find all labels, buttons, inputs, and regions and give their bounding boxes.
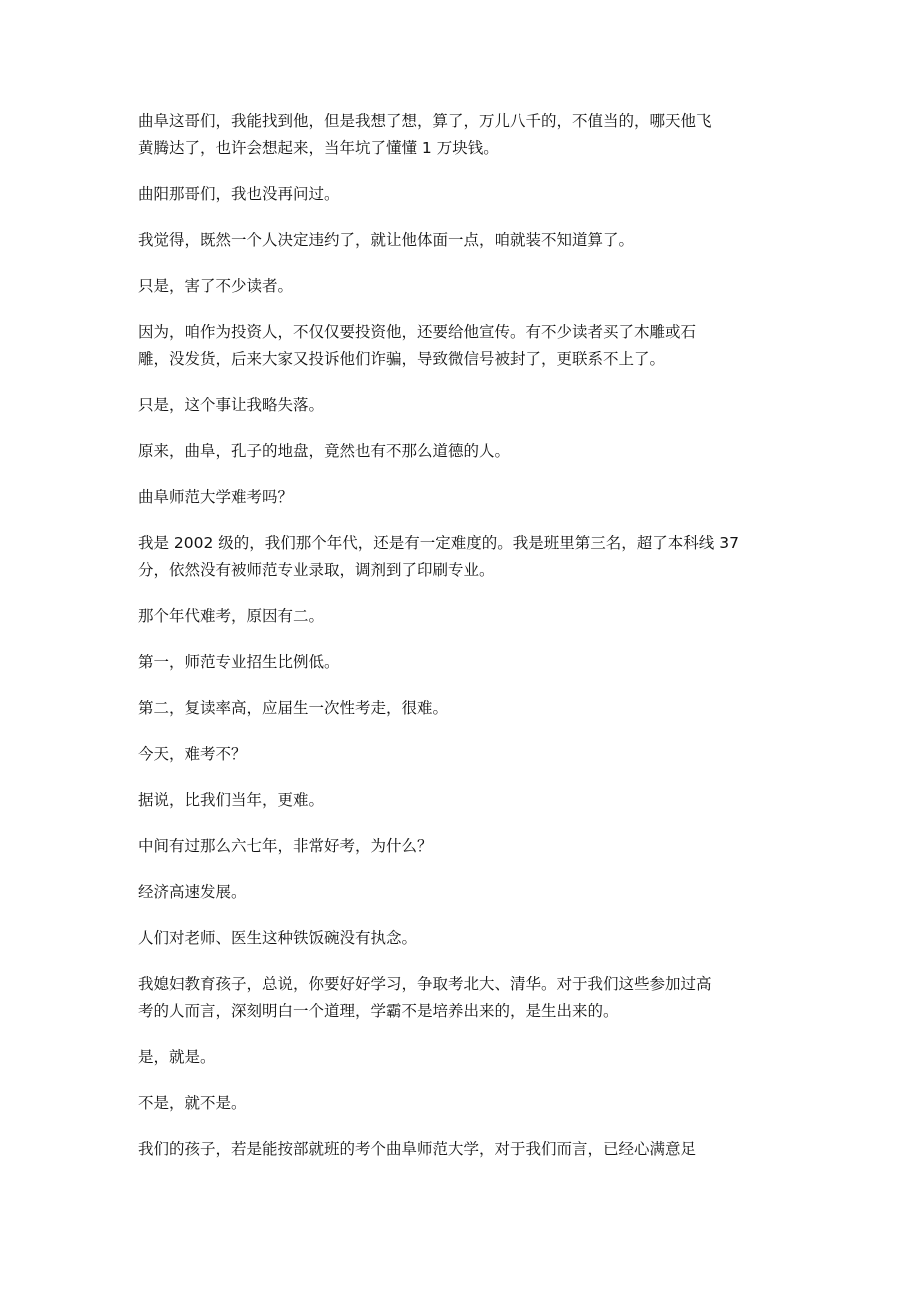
text-line: 只是，害了不少读者。 [138,277,294,295]
text-line: 不是，就不是。 [138,1094,247,1112]
paragraph [138,181,788,208]
text-line: 我们的孩子，若是能按部就班的考个曲阜师范大学，对于我们而言，已经心满意足 [138,1140,697,1158]
paragraph [138,1090,788,1117]
text-line: 考的人而言，深刻明白一个道理，学霸不是培养出来的，是生出来的。 [138,1002,619,1020]
paragraph [138,108,788,162]
text-line: 原来，曲阜，孔子的地盘，竟然也有不那么道德的人。 [138,442,511,460]
paragraph [138,649,788,676]
text-line: 我媳妇教育孩子，总说，你要好好学习，争取考北大、清华。对于我们这些参加过高 [138,975,712,993]
text-line: 我是 2002 级的，我们那个年代，还是有一定难度的。我是班里第三名，超了本科线 37 [138,534,739,552]
text-line: 因为，咱作为投资人，不仅仅要投资他，还要给他宣传。有不少读者买了木雕或石 [138,323,697,341]
paragraph [138,741,788,768]
paragraph [138,273,788,300]
paragraph [138,319,788,373]
text-line: 雕，没发货，后来大家又投诉他们诈骗，导致微信号被封了，更联系不上了。 [138,350,666,368]
paragraph [138,787,788,814]
document-body [138,108,788,1182]
text-line: 只是，这个事让我略失落。 [138,396,325,414]
text-line: 曲阳那哥们，我也没再问过。 [138,185,340,203]
paragraph [138,484,788,511]
paragraph [138,695,788,722]
paragraph [138,530,788,584]
paragraph [138,971,788,1025]
paragraph [138,438,788,465]
paragraph [138,392,788,419]
paragraph [138,1136,788,1163]
text-line: 据说，比我们当年，更难。 [138,791,325,809]
text-line: 第一，师范专业招生比例低。 [138,653,340,671]
text-line: 人们对老师、医生这种铁饭碗没有执念。 [138,929,418,947]
paragraph [138,833,788,860]
paragraph [138,879,788,906]
paragraph [138,1044,788,1071]
text-line: 曲阜这哥们，我能找到他，但是我想了想，算了，万儿八千的，不值当的，哪天他飞 [138,112,712,130]
text-line: 分，依然没有被师范专业录取，调剂到了印刷专业。 [138,561,495,579]
text-line: 黄腾达了，也许会想起来，当年坑了懂懂 1 万块钱。 [138,139,499,157]
paragraph [138,925,788,952]
text-line: 经济高速发展。 [138,883,247,901]
text-line: 那个年代难考，原因有二。 [138,607,325,625]
text-line: 是，就是。 [138,1048,216,1066]
paragraph [138,603,788,630]
text-line: 第二，复读率高，应届生一次性考走，很难。 [138,699,449,717]
text-line: 我觉得，既然一个人决定违约了，就让他体面一点，咱就装不知道算了。 [138,231,635,249]
text-line: 曲阜师范大学难考吗？ [138,488,294,506]
text-line: 今天，难考不？ [138,745,247,763]
paragraph [138,227,788,254]
text-line: 中间有过那么六七年，非常好考，为什么？ [138,837,433,855]
